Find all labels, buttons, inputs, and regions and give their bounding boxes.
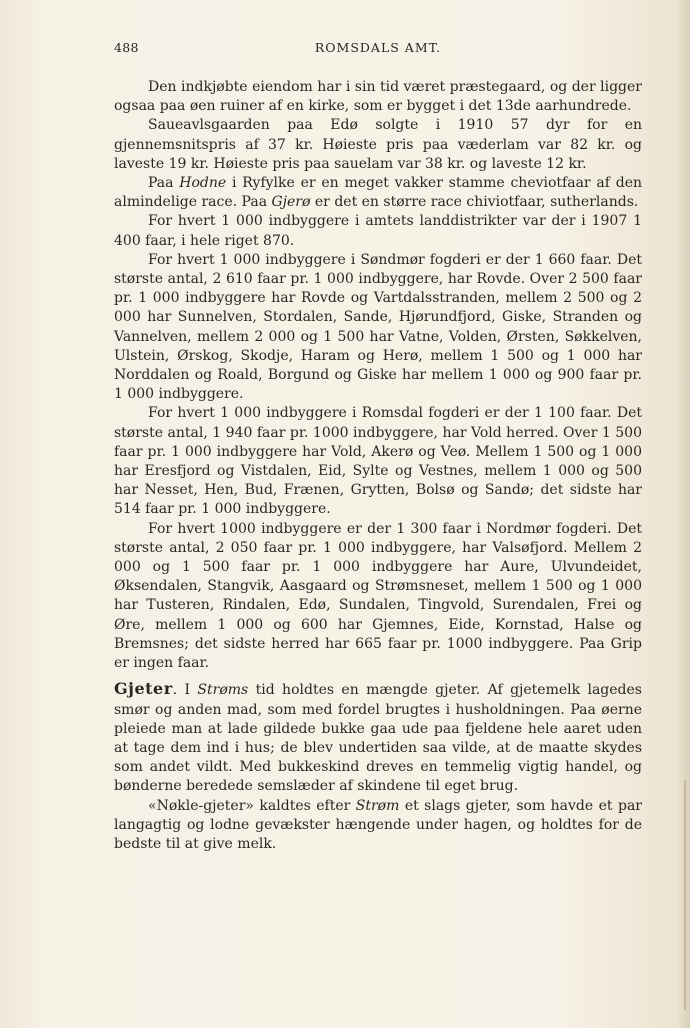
paragraph-text: «Nøkle-gjeter» kaldtes efter <box>148 797 356 814</box>
place-name: Hodne <box>179 175 227 192</box>
paragraph: For hvert 1000 indbyggere er der 1 300 faar i Nordmør fogderi. Det største antal, 2 050 faar pr. 1 000 indbyggere, har Valsøfjord. Mellem 2 000 og 1 500 faar pr. 1 000 indbyggere har Aure, Ulvundeidet, Øksendalen, Stangvik, Aasgaard og Strømsneset, mellem 1 500 og 1 000 har Tusteren, Rindalen, Edø, Sundalen, Tingvold, Surendalen, Frei og Øre, mellem 1 000 og 600 har Gjemnes, Eide, Kornstad, Halse og Bremsnes; det sidste herred har 665 faar pr. 1000 indbyggere. Paa Grip er ingen faar. <box>114 520 642 672</box>
page-header <box>114 40 642 60</box>
paragraph <box>114 679 642 796</box>
running-head: ROMSDALS AMT. <box>314 40 442 55</box>
paragraph-text: er det en større race chiviotfaar, sutherlands. <box>310 194 639 211</box>
paragraph-text: et slags gjeter, som havde et par langagtig og lodne gevækster hængende under hagen, og holdtes for de bedste til at give melk. <box>114 797 642 852</box>
author-name: Strøms <box>197 682 249 699</box>
paragraph <box>114 174 642 212</box>
paragraph <box>114 797 642 855</box>
paragraph: For hvert 1 000 indbyggere i Søndmør fogderi er der 1 660 faar. Det største antal, 2 610 faar pr. 1 000 indbyggere, har Rovde. Over 2 500 faar pr. 1 000 indbyggere har Rovde og Vartdalsstranden, mellem 2 500 og 2 000 har Sunnelven, Stordalen, Sande, Hjørundfjord, Giske, Stranden og Vannelven, mellem 2 000 og 1 500 har Vatne, Volden, Ørsten, Søkkelven, Ulstein, Ørskog, Skodje, Haram og Herø, mellem 1 500 og 1 000 har Norddalen og Roald, Borgund og Giske har mellem 1 000 og 900 faar pr. 1 000 indbyggere. <box>114 251 642 403</box>
paragraph: Den indkjøbte eiendom har i sin tid været præstegaard, og der ligger ogsaa paa øen ruiner af en kirke, som er bygget i det 13de aarhundrede. <box>114 79 642 115</box>
paragraph-text: i Ryfylke er en meget vakker stamme cheviotfaar af den almindelige race. Paa <box>114 175 642 211</box>
page-edge-line <box>684 780 686 1010</box>
section-heading: Gjeter <box>114 679 173 699</box>
place-name: Gjerø <box>271 194 311 211</box>
paragraph-text: tid holdtes en mængde gjeter. Af gjetemelk lagedes smør og anden mad, som med fordel brugtes i husholdningen. Paa øerne pleiede man at lade gildede bukke gaa ude paa fjeldene hele aaret uden at tage dem ind i hus; de blev undertiden saa vilde, at de maatte skydes som andet vildt. Med bukkeskind dreves en temmelig vigtig handel, og bønderne beredede semslæder af skindene til eget brug. <box>114 682 642 795</box>
paragraph: Saueavlsgaarden paa Edø solgte i 1910 57 dyr for en gjennemsnitspris af 37 kr. Høieste pris paa væderlam var 82 kr. og laveste 19 kr. Høieste pris paa sauelam var 38 kr. og laveste 12 kr. <box>114 117 642 172</box>
paragraph-text: Paa <box>148 175 180 192</box>
paragraph: For hvert 1 000 indbyggere i amtets landdistrikter var der i 1907 1 400 faar, i hele riget 870. <box>114 213 642 249</box>
page-body <box>114 78 642 854</box>
author-name: Strøm <box>355 797 400 814</box>
page-number: 488 <box>114 40 139 55</box>
paragraph: For hvert 1 000 indbyggere i Romsdal fogderi er der 1 100 faar. Det største antal, 1 940 faar pr. 1000 indbyggere, har Vold herred. Over 1 500 faar pr. 1 000 indbyggere har Vold, Akerø og Veø. Mellem 1 500 og 1 000 har Eresfjord og Vistdalen, Eid, Sylte og Vestnes, mellem 1 000 og 500 har Nesset, Hen, Bud, Frænen, Grytten, Bolsø og Sandø; det sidste har 514 faar pr. 1 000 indbyggere. <box>114 405 642 518</box>
paragraph-text: . I <box>172 682 198 699</box>
